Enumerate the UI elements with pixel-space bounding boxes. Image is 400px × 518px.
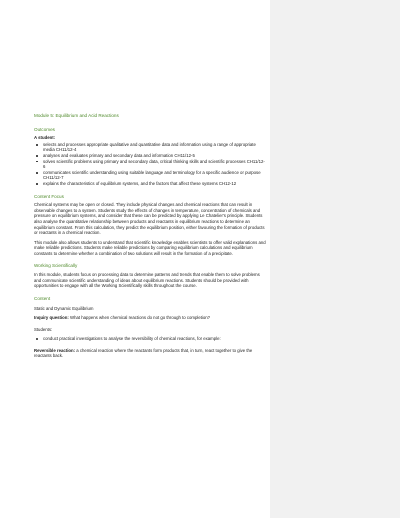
content-focus-paragraph: This module also allows students to understand that scientific knowledge enables scientists to offer valid explanations and make reliable predictions. Students make reliable predictions by comparing equilibrium calculations and equilibrium constants to determine whether a combination of two solutions will result in the formation of a precipitate. [34, 239, 266, 256]
outcomes-heading: Outcomes [34, 126, 55, 132]
reversible-definition [34, 348, 266, 359]
document-body [34, 113, 266, 363]
inquiry-question [34, 315, 266, 321]
outcome-item: explains the characteristics of equilibrium systems, and the factors that affect these systems CH12-12 [34, 181, 266, 187]
outcomes-list [34, 142, 266, 187]
students-label: Students: [34, 326, 53, 332]
content-heading: Content [34, 295, 51, 301]
outcome-item: analyses and evaluates primary and secondary data and information CH11/12-5 [34, 153, 266, 159]
module-title: Module 5: Equilibrium and Acid Reactions [34, 113, 119, 118]
inquiry-text: What happens when chemical reactions do not go through to completion? [68, 315, 211, 321]
outcome-item: communicates scientific understanding using suitable language and terminology for a specific audience or purpose CH11/12-7 [34, 170, 266, 181]
student-label: A student: [34, 135, 56, 141]
comment-margin-panel [270, 0, 400, 518]
reversible-text: a chemical reaction where the reactants form products that, in turn, react together to give the reactants back. [34, 347, 253, 359]
outcome-item: selects and processes appropriate qualitative and quantitative data and information using a range of appropriate media CH11/12-4 [34, 142, 266, 153]
content-focus-heading: Content Focus [34, 193, 64, 199]
reversible-label: Reversible reaction: [34, 347, 76, 353]
working-scientifically-heading: Working Scientifically [34, 263, 78, 269]
inquiry-label: Inquiry question: [34, 315, 69, 321]
content-focus-paragraph: Chemical systems may be open or closed. They include physical changes and chemical reactions that can result in observable changes to a system. Students study the effects of changes in temperature, concentration of chemicals and pressure on equilibrium systems, and consider that these can be predicted by applying Le Chatelier's principle. Students also analyse the quantitative relationship between products and reactants in equilibrium reactions to determine an equilibrium constant. From this calculation, they predict the equilibrium position, either favouring the formation of products or reactants in a chemical reaction. [34, 202, 265, 236]
working-scientifically-paragraph: In this module, students focus on processing data to determine patterns and trends that enable them to solve problems and communicate scientific understanding of ideas about equilibrium reactions. Students should be provided with opportunities to engage with all the Working Scientifically skills throughout the course. [34, 272, 260, 289]
outcome-item: solves scientific problems using primary and secondary data, critical thinking skills and scientific processes CH11/12-6 [34, 159, 266, 170]
content-subheading: Static and Dynamic Equilibrium [34, 306, 94, 312]
task-item: conduct practical investigations to analyse the reversibility of chemical reactions, for example: [34, 336, 266, 342]
